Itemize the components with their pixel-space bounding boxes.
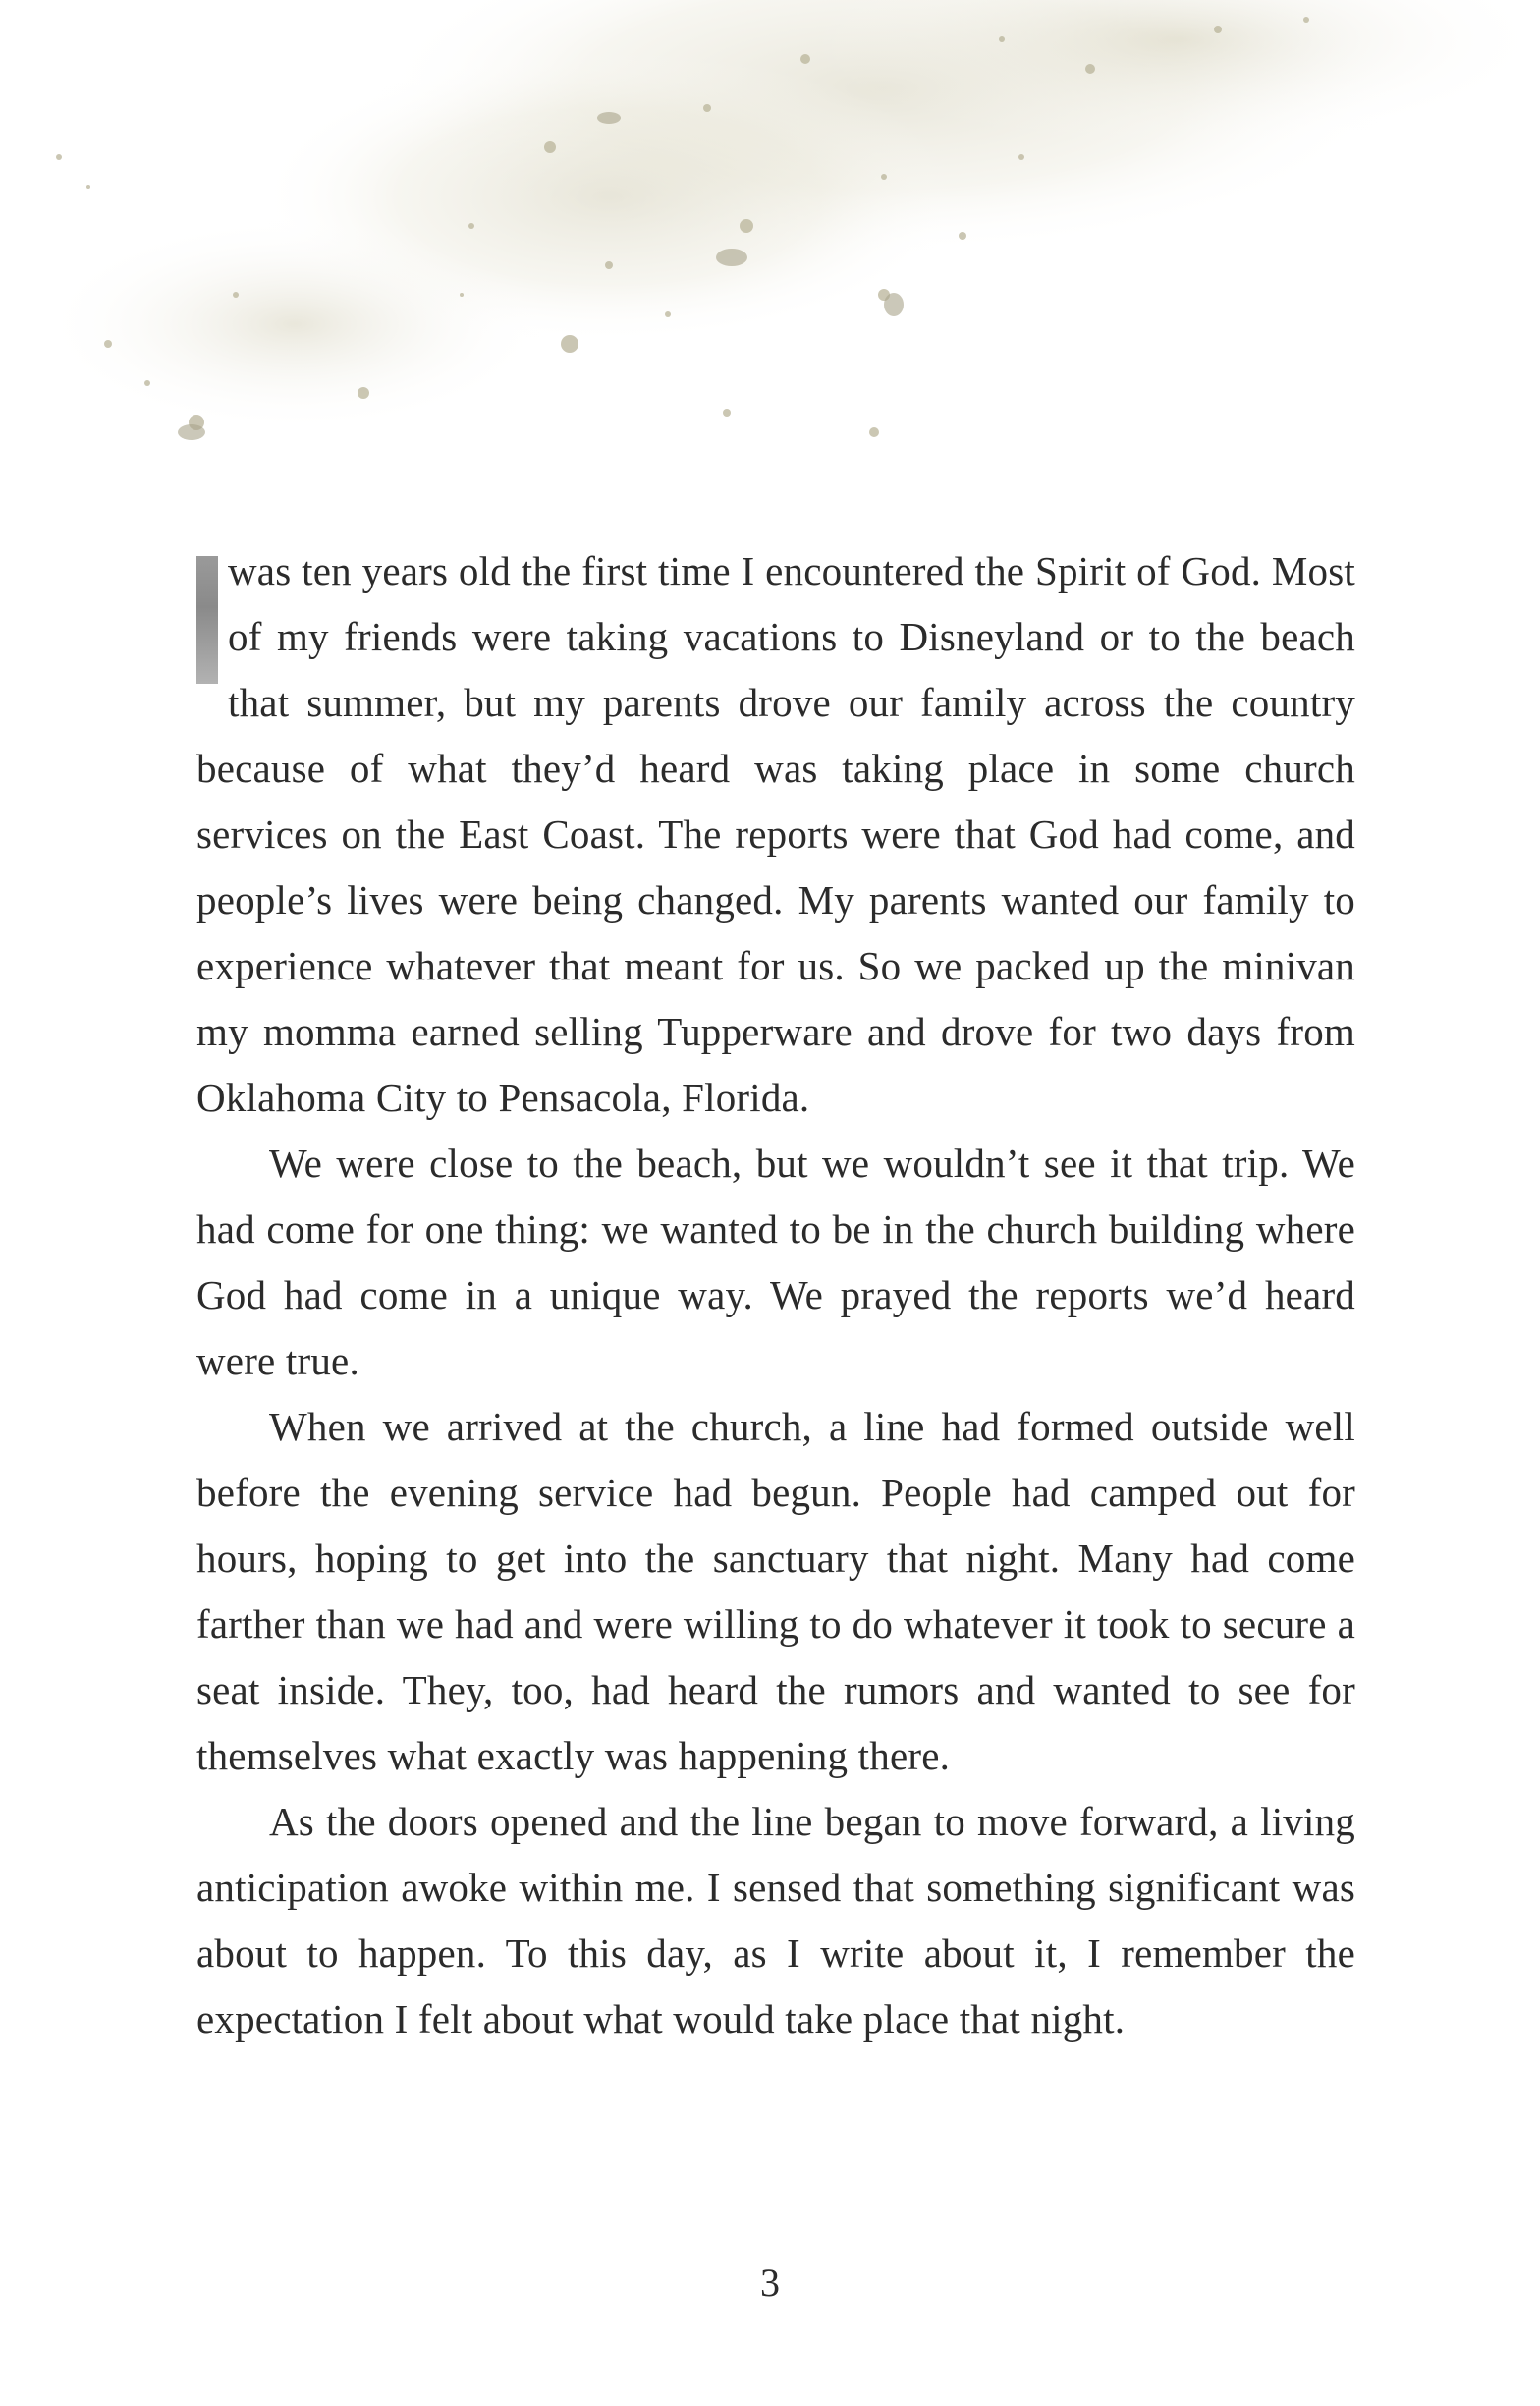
paragraph-4: As the doors opened and the line began to move forward, a living anticipation awoke within me. I sensed that something significant was about to happen. To this day, as I write about it, I remember the expectation I felt about what would take place that night. (196, 1799, 1355, 2042)
paragraph-2: We were close to the beach, but we wouldn’t see it that trip. We had come for one thing: we wanted to be in the church building where God had come in a unique way. We prayed the reports we’d heard were true. (196, 1141, 1355, 1383)
body-text (196, 538, 1355, 2052)
opening-paragraph-block (196, 538, 1355, 1131)
paragraph-3: When we arrived at the church, a line had formed outside well before the evening service had begun. People had camped out for hours, hoping to get into the sanctuary that night. Many had come farther than we had and were willing to do whatever it took to secure a seat inside. They, too, had heard the rumors and wanted to see for themselves what exactly was happening there. (196, 1404, 1355, 1778)
page-number: 3 (760, 2261, 780, 2305)
drop-cap (196, 556, 218, 684)
ink-splatter-decoration (0, 0, 1540, 511)
paragraph-1: was ten years old the first time I encountered the Spirit of God. Most of my friends were taking vacations to Disneyland or to the beach that summer, but my parents drove our family across the country because of what they’d heard was taking place in some church services on the East Coast. The reports were that God had come, and people’s lives were being changed. My parents wanted our family to experience whatever that meant for us. So we packed up the minivan my momma earned selling Tupperware and drove for two days from Oklahoma City to Pensacola, Florida. (196, 548, 1355, 1120)
